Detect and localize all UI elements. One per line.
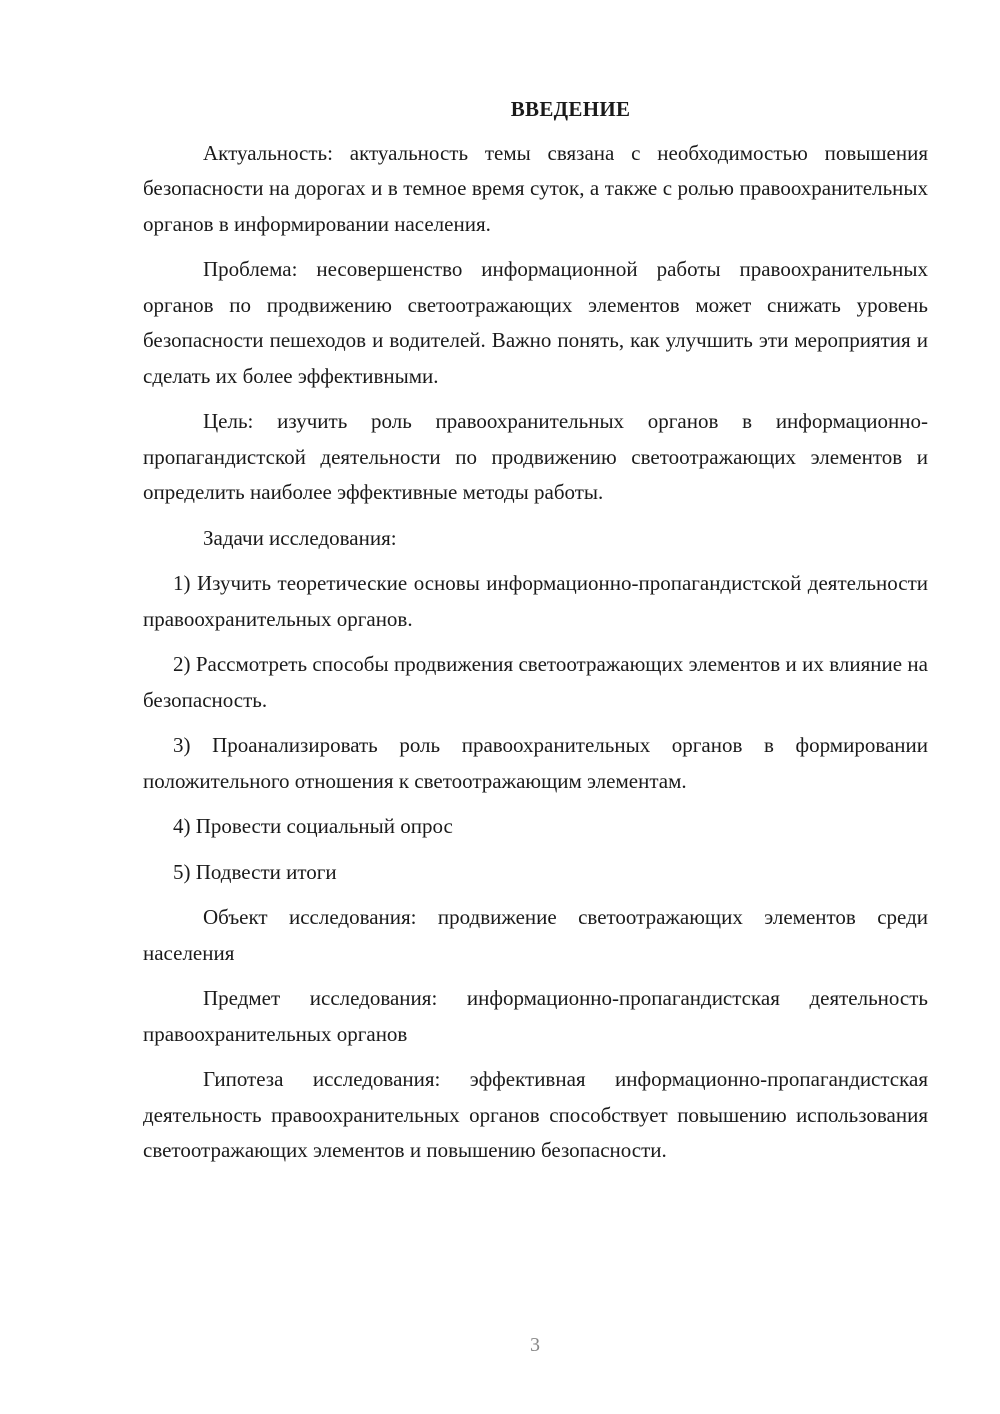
page-body [143, 92, 928, 1169]
task-item-1: 1) Изучить теоретические основы информационно-пропагандистской деятельности правоохранительных органов. [143, 571, 928, 631]
task-item-5: 5) Подвести итоги [173, 859, 337, 884]
relevance-paragraph: Актуальность: актуальность темы связана с необходимостью повышения безопасности на дорогах и в темное время суток, а также с ролью правоохранительных органов в информировании населения. [143, 140, 928, 236]
section-heading: ВВЕДЕНИЕ [510, 97, 631, 121]
page-number: 3 [530, 1334, 540, 1356]
object-paragraph: Объект исследования: продвижение светоотражающих элементов среди населения [143, 905, 928, 965]
problem-paragraph: Проблема: несовершенство информационной работы правоохранительных органов по продвижению светоотражающих элементов может снижать уровень безопасности пешеходов и водителей. Важно понять, как улучшить эти мероприятия и сделать их более эффективными. [143, 257, 928, 388]
goal-paragraph: Цель: изучить роль правоохранительных органов в информационно-пропагандистской деятельности по продвижению светоотражающих элементов и определить наиболее эффективные методы работы. [143, 409, 928, 504]
task-item-3: 3) Проанализировать роль правоохранительных органов в формировании положительного отношения к светоотражающим элементам. [143, 733, 928, 793]
subject-paragraph: Предмет исследования: информационно-пропагандистская деятельность правоохранительных органов [143, 986, 928, 1046]
hypothesis-paragraph: Гипотеза исследования: эффективная информационно-пропагандистская деятельность правоохранительных органов способствует повышению использования светоотражающих элементов и повышению безопасности. [143, 1067, 928, 1162]
task-item-4: 4) Провести социальный опрос [173, 814, 453, 838]
task-item-2: 2) Рассмотреть способы продвижения светоотражающих элементов и их влияние на безопасность. [143, 652, 928, 712]
tasks-title: Задачи исследования: [203, 525, 397, 550]
